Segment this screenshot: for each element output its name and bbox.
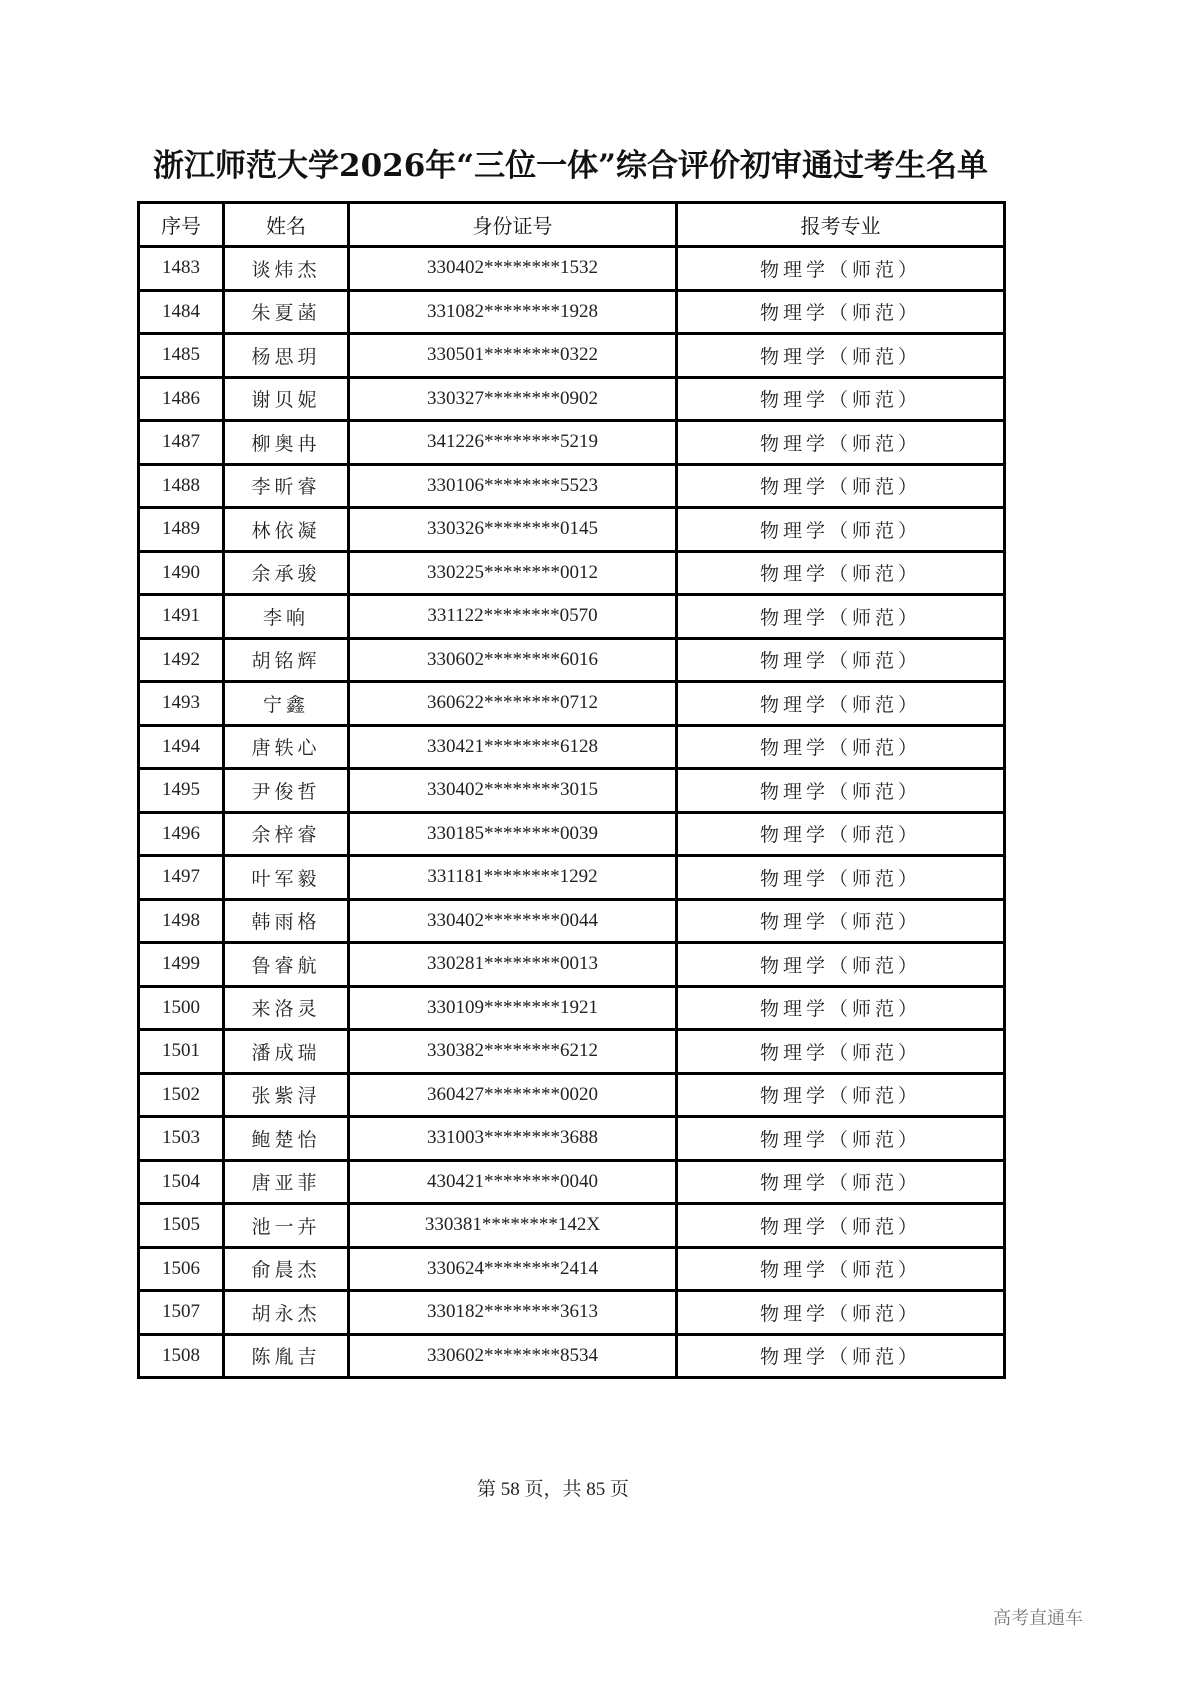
name-cell: 鲍楚怡 xyxy=(224,1117,349,1161)
major-cell: 物理学（师范） xyxy=(677,812,1005,856)
serial-number-cell: 1488 xyxy=(139,464,224,508)
table-body xyxy=(139,247,1005,1378)
major-cell: 物理学（师范） xyxy=(677,1247,1005,1291)
id-number-cell: 330182********3613 xyxy=(349,1291,677,1335)
serial-number-cell: 1498 xyxy=(139,899,224,943)
name-cell: 杨思玥 xyxy=(224,334,349,378)
name-cell: 张紫浔 xyxy=(224,1073,349,1117)
major-cell: 物理学（师范） xyxy=(677,508,1005,552)
serial-number-cell: 1492 xyxy=(139,638,224,682)
serial-number-cell: 1493 xyxy=(139,682,224,726)
id-number-cell: 331122********0570 xyxy=(349,595,677,639)
table-row xyxy=(139,682,1005,726)
table-row xyxy=(139,290,1005,334)
name-cell: 胡铭辉 xyxy=(224,638,349,682)
id-number-cell: 330225********0012 xyxy=(349,551,677,595)
table-row xyxy=(139,1247,1005,1291)
id-number-cell: 430421********0040 xyxy=(349,1160,677,1204)
name-cell: 尹俊哲 xyxy=(224,769,349,813)
major-cell: 物理学（师范） xyxy=(677,1030,1005,1074)
name-cell: 胡永杰 xyxy=(224,1291,349,1335)
name-cell: 柳奥冉 xyxy=(224,421,349,465)
name-cell: 谈炜杰 xyxy=(224,247,349,291)
major-cell: 物理学（师范） xyxy=(677,334,1005,378)
id-number-cell: 330185********0039 xyxy=(349,812,677,856)
serial-number-cell: 1495 xyxy=(139,769,224,813)
serial-number-cell: 1505 xyxy=(139,1204,224,1248)
id-number-cell: 330624********2414 xyxy=(349,1247,677,1291)
serial-number-cell: 1489 xyxy=(139,508,224,552)
major-cell: 物理学（师范） xyxy=(677,1160,1005,1204)
name-cell: 来洛灵 xyxy=(224,986,349,1030)
serial-number-cell: 1503 xyxy=(139,1117,224,1161)
page-number: 第 58 页，共 85 页 xyxy=(476,1479,629,1500)
name-cell: 余梓睿 xyxy=(224,812,349,856)
header-major: 报考专业 xyxy=(677,203,1005,247)
name-cell: 鲁睿航 xyxy=(224,943,349,987)
id-number-cell: 331082********1928 xyxy=(349,290,677,334)
major-cell: 物理学（师范） xyxy=(677,899,1005,943)
major-cell: 物理学（师范） xyxy=(677,1204,1005,1248)
table-row xyxy=(139,1334,1005,1378)
major-cell: 物理学（师范） xyxy=(677,1073,1005,1117)
serial-number-cell: 1485 xyxy=(139,334,224,378)
id-number-cell: 330106********5523 xyxy=(349,464,677,508)
serial-number-cell: 1486 xyxy=(139,377,224,421)
table-row xyxy=(139,377,1005,421)
id-number-cell: 331003********3688 xyxy=(349,1117,677,1161)
major-cell: 物理学（师范） xyxy=(677,638,1005,682)
name-cell: 李响 xyxy=(224,595,349,639)
id-number-cell: 330602********6016 xyxy=(349,638,677,682)
serial-number-cell: 1507 xyxy=(139,1291,224,1335)
name-cell: 唐轶心 xyxy=(224,725,349,769)
table-row xyxy=(139,1117,1005,1161)
table-row xyxy=(139,247,1005,291)
table-row xyxy=(139,595,1005,639)
major-cell: 物理学（师范） xyxy=(677,682,1005,726)
name-cell: 陈胤吉 xyxy=(224,1334,349,1378)
serial-number-cell: 1502 xyxy=(139,1073,224,1117)
id-number-cell: 331181********1292 xyxy=(349,856,677,900)
name-cell: 谢贝妮 xyxy=(224,377,349,421)
major-cell: 物理学（师范） xyxy=(677,725,1005,769)
table-row xyxy=(139,1073,1005,1117)
id-number-cell: 360427********0020 xyxy=(349,1073,677,1117)
watermark: 高考直通车 xyxy=(993,1608,1083,1629)
table-row xyxy=(139,551,1005,595)
name-cell: 潘成瑞 xyxy=(224,1030,349,1074)
major-cell: 物理学（师范） xyxy=(677,595,1005,639)
table-row xyxy=(139,725,1005,769)
name-cell: 韩雨格 xyxy=(224,899,349,943)
name-cell: 林依凝 xyxy=(224,508,349,552)
header-name: 姓名 xyxy=(224,203,349,247)
serial-number-cell: 1504 xyxy=(139,1160,224,1204)
major-cell: 物理学（师范） xyxy=(677,769,1005,813)
major-cell: 物理学（师范） xyxy=(677,856,1005,900)
major-cell: 物理学（师范） xyxy=(677,290,1005,334)
table-row xyxy=(139,638,1005,682)
major-cell: 物理学（师范） xyxy=(677,1117,1005,1161)
table-row xyxy=(139,812,1005,856)
serial-number-cell: 1499 xyxy=(139,943,224,987)
name-cell: 余承骏 xyxy=(224,551,349,595)
serial-number-cell: 1500 xyxy=(139,986,224,1030)
table-row xyxy=(139,986,1005,1030)
serial-number-cell: 1496 xyxy=(139,812,224,856)
serial-number-cell: 1501 xyxy=(139,1030,224,1074)
major-cell: 物理学（师范） xyxy=(677,247,1005,291)
major-cell: 物理学（师范） xyxy=(677,943,1005,987)
table-row xyxy=(139,1160,1005,1204)
table-row xyxy=(139,1204,1005,1248)
header-id-number: 身份证号 xyxy=(349,203,677,247)
table-row xyxy=(139,769,1005,813)
major-cell: 物理学（师范） xyxy=(677,551,1005,595)
id-number-cell: 330602********8534 xyxy=(349,1334,677,1378)
id-number-cell: 330326********0145 xyxy=(349,508,677,552)
id-number-cell: 330382********6212 xyxy=(349,1030,677,1074)
document-title: 浙江师范大学2026年“三位一体”综合评价初审通过考生名单 xyxy=(153,148,988,184)
serial-number-cell: 1490 xyxy=(139,551,224,595)
id-number-cell: 330109********1921 xyxy=(349,986,677,1030)
header-serial-number: 序号 xyxy=(139,203,224,247)
serial-number-cell: 1483 xyxy=(139,247,224,291)
name-cell: 俞晨杰 xyxy=(224,1247,349,1291)
name-cell: 叶军毅 xyxy=(224,856,349,900)
major-cell: 物理学（师范） xyxy=(677,1334,1005,1378)
table-row xyxy=(139,943,1005,987)
serial-number-cell: 1487 xyxy=(139,421,224,465)
major-cell: 物理学（师范） xyxy=(677,986,1005,1030)
name-cell: 唐亚菲 xyxy=(224,1160,349,1204)
table-row xyxy=(139,464,1005,508)
id-number-cell: 360622********0712 xyxy=(349,682,677,726)
id-number-cell: 330281********0013 xyxy=(349,943,677,987)
table-row xyxy=(139,334,1005,378)
name-cell: 池一卉 xyxy=(224,1204,349,1248)
serial-number-cell: 1508 xyxy=(139,1334,224,1378)
serial-number-cell: 1491 xyxy=(139,595,224,639)
serial-number-cell: 1506 xyxy=(139,1247,224,1291)
table-row xyxy=(139,1291,1005,1335)
id-number-cell: 330501********0322 xyxy=(349,334,677,378)
name-cell: 宁鑫 xyxy=(224,682,349,726)
serial-number-cell: 1497 xyxy=(139,856,224,900)
name-cell: 李昕睿 xyxy=(224,464,349,508)
major-cell: 物理学（师范） xyxy=(677,1291,1005,1335)
table-row xyxy=(139,508,1005,552)
table-row xyxy=(139,856,1005,900)
table-row xyxy=(139,1030,1005,1074)
id-number-cell: 330421********6128 xyxy=(349,725,677,769)
id-number-cell: 330402********3015 xyxy=(349,769,677,813)
id-number-cell: 330402********1532 xyxy=(349,247,677,291)
serial-number-cell: 1484 xyxy=(139,290,224,334)
table-row xyxy=(139,421,1005,465)
serial-number-cell: 1494 xyxy=(139,725,224,769)
id-number-cell: 341226********5219 xyxy=(349,421,677,465)
id-number-cell: 330327********0902 xyxy=(349,377,677,421)
table-header-row xyxy=(139,203,1005,247)
candidate-table xyxy=(137,201,1006,1379)
major-cell: 物理学（师范） xyxy=(677,377,1005,421)
table-row xyxy=(139,899,1005,943)
major-cell: 物理学（师范） xyxy=(677,421,1005,465)
id-number-cell: 330402********0044 xyxy=(349,899,677,943)
id-number-cell: 330381********142X xyxy=(349,1204,677,1248)
name-cell: 朱夏菡 xyxy=(224,290,349,334)
major-cell: 物理学（师范） xyxy=(677,464,1005,508)
